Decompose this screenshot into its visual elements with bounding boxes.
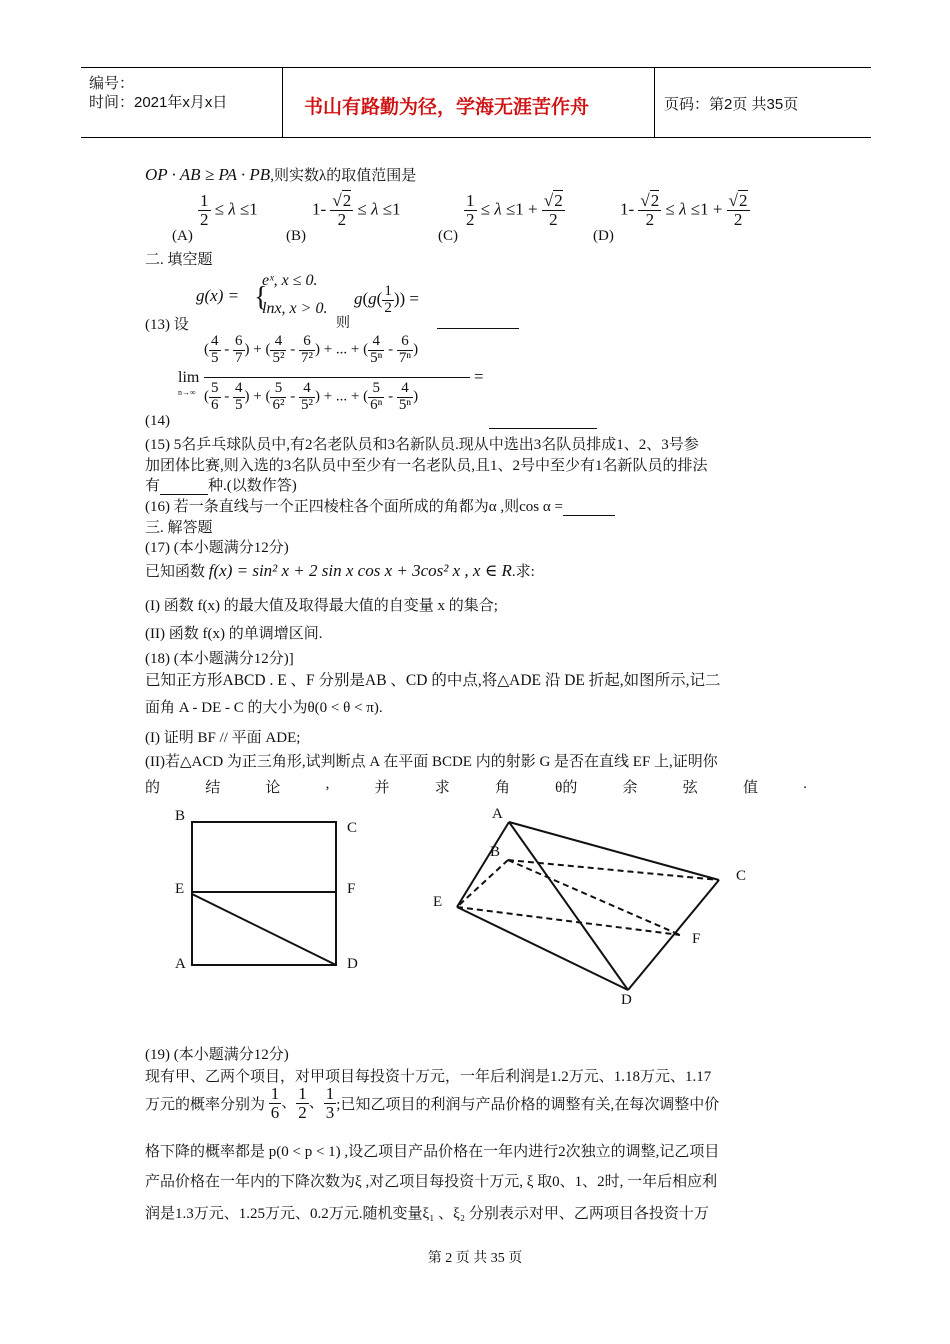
number-label: 编号：	[89, 75, 135, 92]
q15-answer-blank[interactable]	[160, 479, 208, 495]
q12-tail	[145, 164, 416, 185]
q15-line1: (15) 5名乒乓球队员中,有2名老队员和3名新队员.现从中选出3名队员排成1、2、3号参	[145, 437, 699, 453]
q19-line5: 润是1.3万元、1.25万元、0.2万元.随机变量ξ₁ 、ξ₂ 分别表示对甲、乙两项目各投资十万	[145, 1206, 709, 1222]
page-header	[81, 67, 871, 138]
header-divider	[654, 68, 655, 137]
q18-cont-word: ,	[325, 776, 330, 792]
vertex-d-label: D	[621, 992, 632, 1008]
q18-line2: 面角 A - DE - C 的大小为θ(0 < θ < π).	[145, 700, 383, 716]
option-b-expr: 1- $\frac{√2}{2}$ ≤ λ ≤1	[312, 191, 401, 229]
edge-cd	[628, 880, 719, 990]
option-c-expr: $\frac{1}{2}$ ≤ λ ≤1 + $\frac{√2}{2}$	[466, 191, 563, 229]
q18-cont-word: 并	[374, 780, 390, 796]
q14-label: (14)	[145, 413, 170, 429]
vertex-b-label: B	[490, 844, 501, 860]
vertex-f-label: F	[692, 931, 701, 947]
option-d-label: (D)	[593, 228, 614, 244]
option-b-label: (B)	[286, 228, 306, 244]
q19-line1: 现有甲、乙两个项目，对甲项目每投资十万元，一年后利润是1.2万元、1.18万元、1.17	[145, 1069, 712, 1085]
q12-text: ,则实数λ的取值范围是	[270, 168, 417, 184]
q14-denominator: ( $\frac{5}{6}$ - $\frac{4}{5}$ ) + ( $\frac{5}{\text{6²}}$ - $\frac{4}{\text{5²}}$ ) + ... + ( $\frac{5}{\text{6ⁿ}}$ - $\frac{4}{\text{5ⁿ}}$ )	[204, 380, 419, 413]
q18-part2: (II)若△ACD 为正三角形,试判断点 A 在平面 BCDE 内的射影 G 是否在直线 EF 上,证明你	[145, 754, 718, 770]
page-label: 页码：第2页 共35页	[664, 96, 799, 113]
vertex-f-label: F	[347, 881, 356, 897]
q17-line1: 已知函数 f(x) = sin² x + 2 sin x cos x + 3cos² x , x ∈ R.求:	[145, 561, 535, 580]
prob-frac-3: $\frac{1}{3}$	[325, 1084, 335, 1122]
q13-func: g(x) =	[196, 286, 240, 305]
prob-frac-1: $\frac{1}{6}$	[270, 1084, 280, 1122]
square-outline	[192, 822, 336, 965]
q13-answer-blank[interactable]	[437, 312, 519, 329]
q18-cont-word: 弦	[682, 780, 698, 796]
vertex-c-label: C	[736, 868, 747, 884]
q16-answer-blank[interactable]	[563, 500, 615, 516]
q18-cont-word: 论	[265, 780, 281, 796]
time-label: 时间：2021年x月x日	[89, 94, 228, 111]
q13-query: g(g( $\frac{1}{2}$ )) =	[354, 283, 420, 316]
vertex-a-label: A	[175, 956, 186, 972]
q13-brace: {	[254, 282, 268, 313]
q19-head: (19) (本小题满分12分)	[145, 1047, 289, 1063]
q17-head: (17) (本小题满分12分)	[145, 540, 289, 556]
q16-text: (16) 若一条直线与一个正四棱柱各个面所成的角都为α ,则cos α =	[145, 495, 615, 516]
q18-cont-word: 的	[145, 780, 161, 796]
q18-cont-word: .	[803, 776, 807, 792]
vertex-c-label: C	[347, 820, 358, 836]
q14-answer-blank[interactable]	[489, 412, 597, 429]
q17-part2: (II) 函数 f(x) 的单调增区间.	[145, 626, 323, 642]
edge-ed	[457, 907, 628, 990]
vertex-e-label: E	[175, 881, 185, 897]
q14-lim: lim	[178, 369, 200, 386]
prob-frac-2: $\frac{1}{2}$	[298, 1084, 307, 1122]
q18-cont-word: θ的	[555, 780, 578, 796]
header-divider	[282, 68, 283, 137]
q14-numerator: ( $\frac{4}{5}$ - $\frac{6}{7}$ ) + ( $\frac{4}{\text{5²}}$ - $\frac{6}{\text{7²}}$ ) + ... + ( $\frac{4}{\text{5ⁿ}}$ - $\frac{6}{\text{7ⁿ}}$ )	[204, 333, 419, 366]
q17-part1: (I) 函数 f(x) 的最大值及取得最大值的自变量 x 的集合;	[145, 598, 498, 614]
q18-part2-cont	[145, 776, 807, 797]
q18-head: (18) (本小题满分12分)]	[145, 651, 294, 667]
q13-case1: eˣ, x ≤ 0.	[262, 272, 318, 289]
q14-fraction-bar	[204, 377, 470, 378]
segment-ed	[192, 894, 336, 965]
q18-part1: (I) 证明 BF // 平面 ADE;	[145, 730, 301, 746]
edge-ac	[509, 822, 719, 880]
q19-line2: 万元的概率分别为 $\frac{1}{6}$ 、 $\frac{1}{2}$ 、 $\frac{1}{3}$ ;已知乙项目的利润与产品价格的调整有关,在每次调整中价	[145, 1084, 720, 1122]
q14-equals: =	[474, 367, 484, 386]
edge-ae	[457, 822, 509, 907]
edge-ad	[509, 822, 628, 990]
section-3-title: 三. 解答题	[145, 520, 213, 536]
q14-lim-sub: n→∞	[178, 388, 196, 397]
option-a-expr: $\frac{1}{2}$ ≤ λ ≤1	[200, 191, 258, 229]
q13-label: (13) 设	[145, 317, 189, 333]
q13-then: 则	[336, 316, 350, 331]
option-a-label: (A)	[172, 228, 193, 244]
q19-line3: 格下降的概率都是 p(0 < p < 1) ,设乙项目产品价格在一年内进行2次独立的调整,记乙项目	[145, 1144, 720, 1160]
vertex-b-label: B	[175, 808, 186, 824]
motto: 书山有路勤为径，学海无涯苦作舟	[304, 97, 590, 118]
page-footer: 第 2 页 共 35 页	[427, 1251, 523, 1266]
edge-bf	[508, 860, 680, 935]
q18-cont-word: 求	[434, 780, 450, 796]
option-c-label: (C)	[438, 228, 458, 244]
q18-cont-word: 角	[494, 780, 510, 796]
q18-cont-word: 余	[622, 780, 638, 796]
vertex-d-label: D	[347, 956, 358, 972]
q18-cont-word: 结	[205, 780, 221, 796]
q13-case2: lnx, x > 0.	[262, 300, 328, 317]
q12-expr: OP · AB ≥ PA · PB	[145, 165, 271, 184]
q19-line4: 产品价格在一年内的下降次数为ξ ,对乙项目每投资十万元, ξ 取0、1、2时, 一年后相应利	[145, 1174, 718, 1190]
figure-square	[160, 800, 380, 980]
q18-cont-word: 值	[742, 780, 758, 796]
vertex-e-label: E	[433, 894, 443, 910]
section-2-title: 二. 填空题	[145, 252, 213, 268]
option-d-expr: 1- $\frac{√2}{2}$ ≤ λ ≤1 + $\frac{√2}{2}$	[620, 191, 748, 229]
figure-folded	[420, 800, 760, 1015]
q15-line2: 加团体比赛,则入选的3名队员中至少有一名老队员,且1、2号中至少有1名新队员的排法	[145, 458, 708, 474]
q15-line3: 有 种.(以数作答)	[145, 478, 297, 494]
vertex-a-label: A	[492, 806, 503, 822]
q18-line1: 已知正方形ABCD . E 、F 分别是AB 、CD 的中点,将△ADE 沿 DE 折起,如图所示,记二	[145, 672, 721, 689]
edge-bc	[508, 860, 719, 880]
